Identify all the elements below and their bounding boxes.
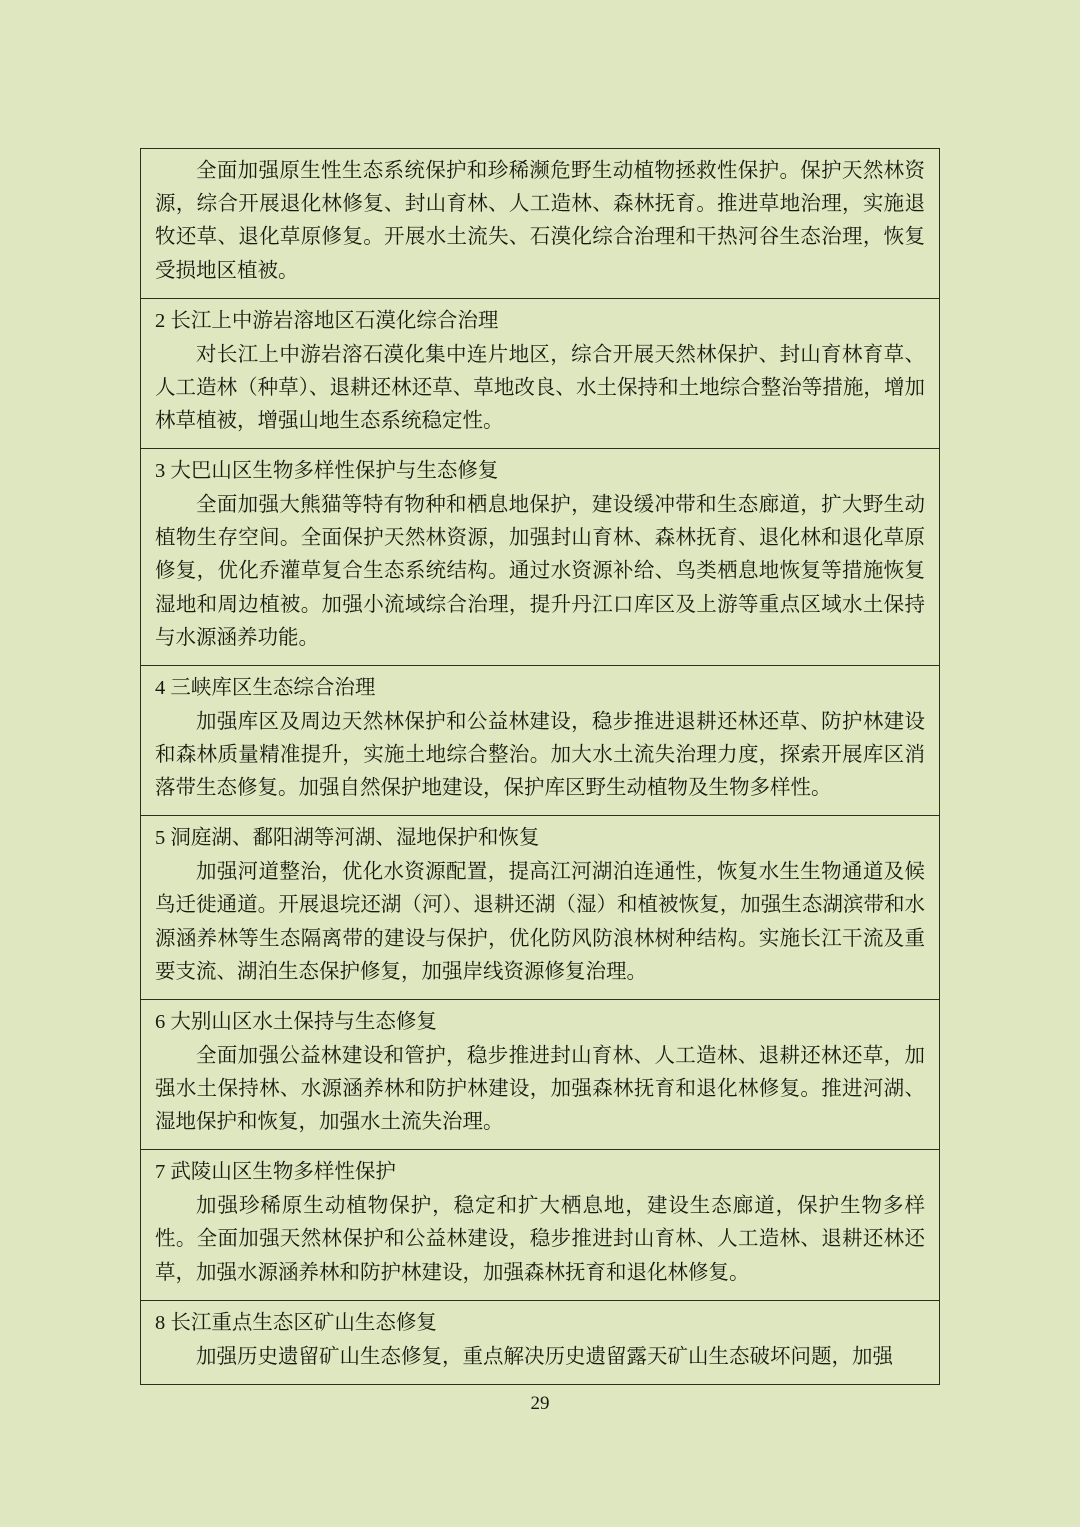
row-heading: 7 武陵山区生物多样性保护 — [155, 1161, 396, 1184]
table-cell-item-2 — [141, 298, 940, 448]
table-cell-continuation — [141, 149, 940, 299]
table-cell-item-6 — [141, 1000, 940, 1150]
row-heading: 5 洞庭湖、鄱阳湖等河湖、湿地保护和恢复 — [155, 827, 540, 850]
table-row — [141, 1150, 940, 1300]
table-row — [141, 298, 940, 448]
table-cell-item-7 — [141, 1150, 940, 1300]
paragraph-text: 全面加强公益林建设和管护，稳步推进封山育林、人工造林、退耕还林还草，加强水土保持林、水源涵养林和防护林建设，加强森林抚育和退化林修复。推进河湖、湿地保护和恢复，加强水土流失治理。 — [155, 1044, 925, 1134]
paragraph-text: 全面加强原生性生态系统保护和珍稀濒危野生动植物拯救性保护。保护天然林资源，综合开展退化林修复、封山育林、人工造林、森林抚育。推进草地治理，实施退牧还草、退化草原修复。开展水土流失、石漠化综合治理和干热河谷生态治理，恢复受损地区植被。 — [155, 160, 925, 282]
table-row — [141, 449, 940, 666]
row-heading: 8 长江重点生态区矿山生态修复 — [155, 1311, 437, 1334]
paragraph-text: 加强河道整治，优化水资源配置，提高江河湖泊连通性，恢复水生生物通道及候鸟迁徙通道。开展退垸还湖（河）、退耕还湖（湿）和植被恢复，加强生态湖滨带和水源涵养林等生态隔离带的建设与保护，优化防风防浪林树种结构。实施长江干流及重要支流、湖泊生态保护修复，加强岸线资源修复治理。 — [155, 861, 925, 983]
table-row — [141, 1000, 940, 1150]
page-number: 29 — [530, 1393, 550, 1414]
paragraph-text: 加强历史遗留矿山生态修复，重点解决历史遗留露天矿山生态破坏问题，加强 — [196, 1345, 893, 1368]
table-row — [141, 149, 940, 299]
table-cell-item-3 — [141, 449, 940, 666]
row-heading: 6 大别山区水土保持与生态修复 — [155, 1011, 437, 1034]
paragraph-text: 对长江上中游岩溶石漠化集中连片地区，综合开展天然林保护、封山育林育草、人工造林（种草）、退耕还林还草、草地改良、水土保持和土地综合整治等措施，增加林草植被，增强山地生态系统稳定性。 — [155, 343, 925, 433]
paragraph-text: 加强珍稀原生动植物保护，稳定和扩大栖息地，建设生态廊道，保护生物多样性。全面加强天然林保护和公益林建设，稳步推进封山育林、人工造林、退耕还林还草，加强水源涵养林和防护林建设，加强森林抚育和退化林修复。 — [155, 1195, 925, 1284]
row-heading: 2 长江上中游岩溶地区石漠化综合治理 — [155, 309, 499, 332]
row-heading: 3 大巴山区生物多样性保护与生态修复 — [155, 460, 499, 483]
ecological-projects-table — [140, 148, 940, 1385]
table-row — [141, 816, 940, 1000]
table-cell-item-5 — [141, 816, 940, 1000]
table-cell-item-8 — [141, 1300, 940, 1384]
table-row — [141, 1300, 940, 1384]
table-row — [141, 666, 940, 816]
paragraph-text: 加强库区及周边天然林保护和公益林建设，稳步推进退耕还林还草、防护林建设和森林质量精准提升，实施土地综合整治。加大水土流失治理力度，探索开展库区消落带生态修复。加强自然保护地建设，保护库区野生动植物及生物多样性。 — [155, 710, 925, 800]
row-heading: 4 三峡库区生态综合治理 — [155, 677, 376, 700]
table-body — [141, 149, 940, 1385]
table-cell-item-4 — [141, 666, 940, 816]
paragraph-text: 全面加强大熊猫等特有物种和栖息地保护，建设缓冲带和生态廊道，扩大野生动植物生存空间。全面保护天然林资源，加强封山育林、森林抚育、退化林和退化草原修复，优化乔灌草复合生态系统结构。通过水资源补给、鸟类栖息地恢复等措施恢复湿地和周边植被。加强小流域综合治理，提升丹江口库区及上游等重点区域水土保持与水源涵养功能。 — [155, 494, 925, 649]
